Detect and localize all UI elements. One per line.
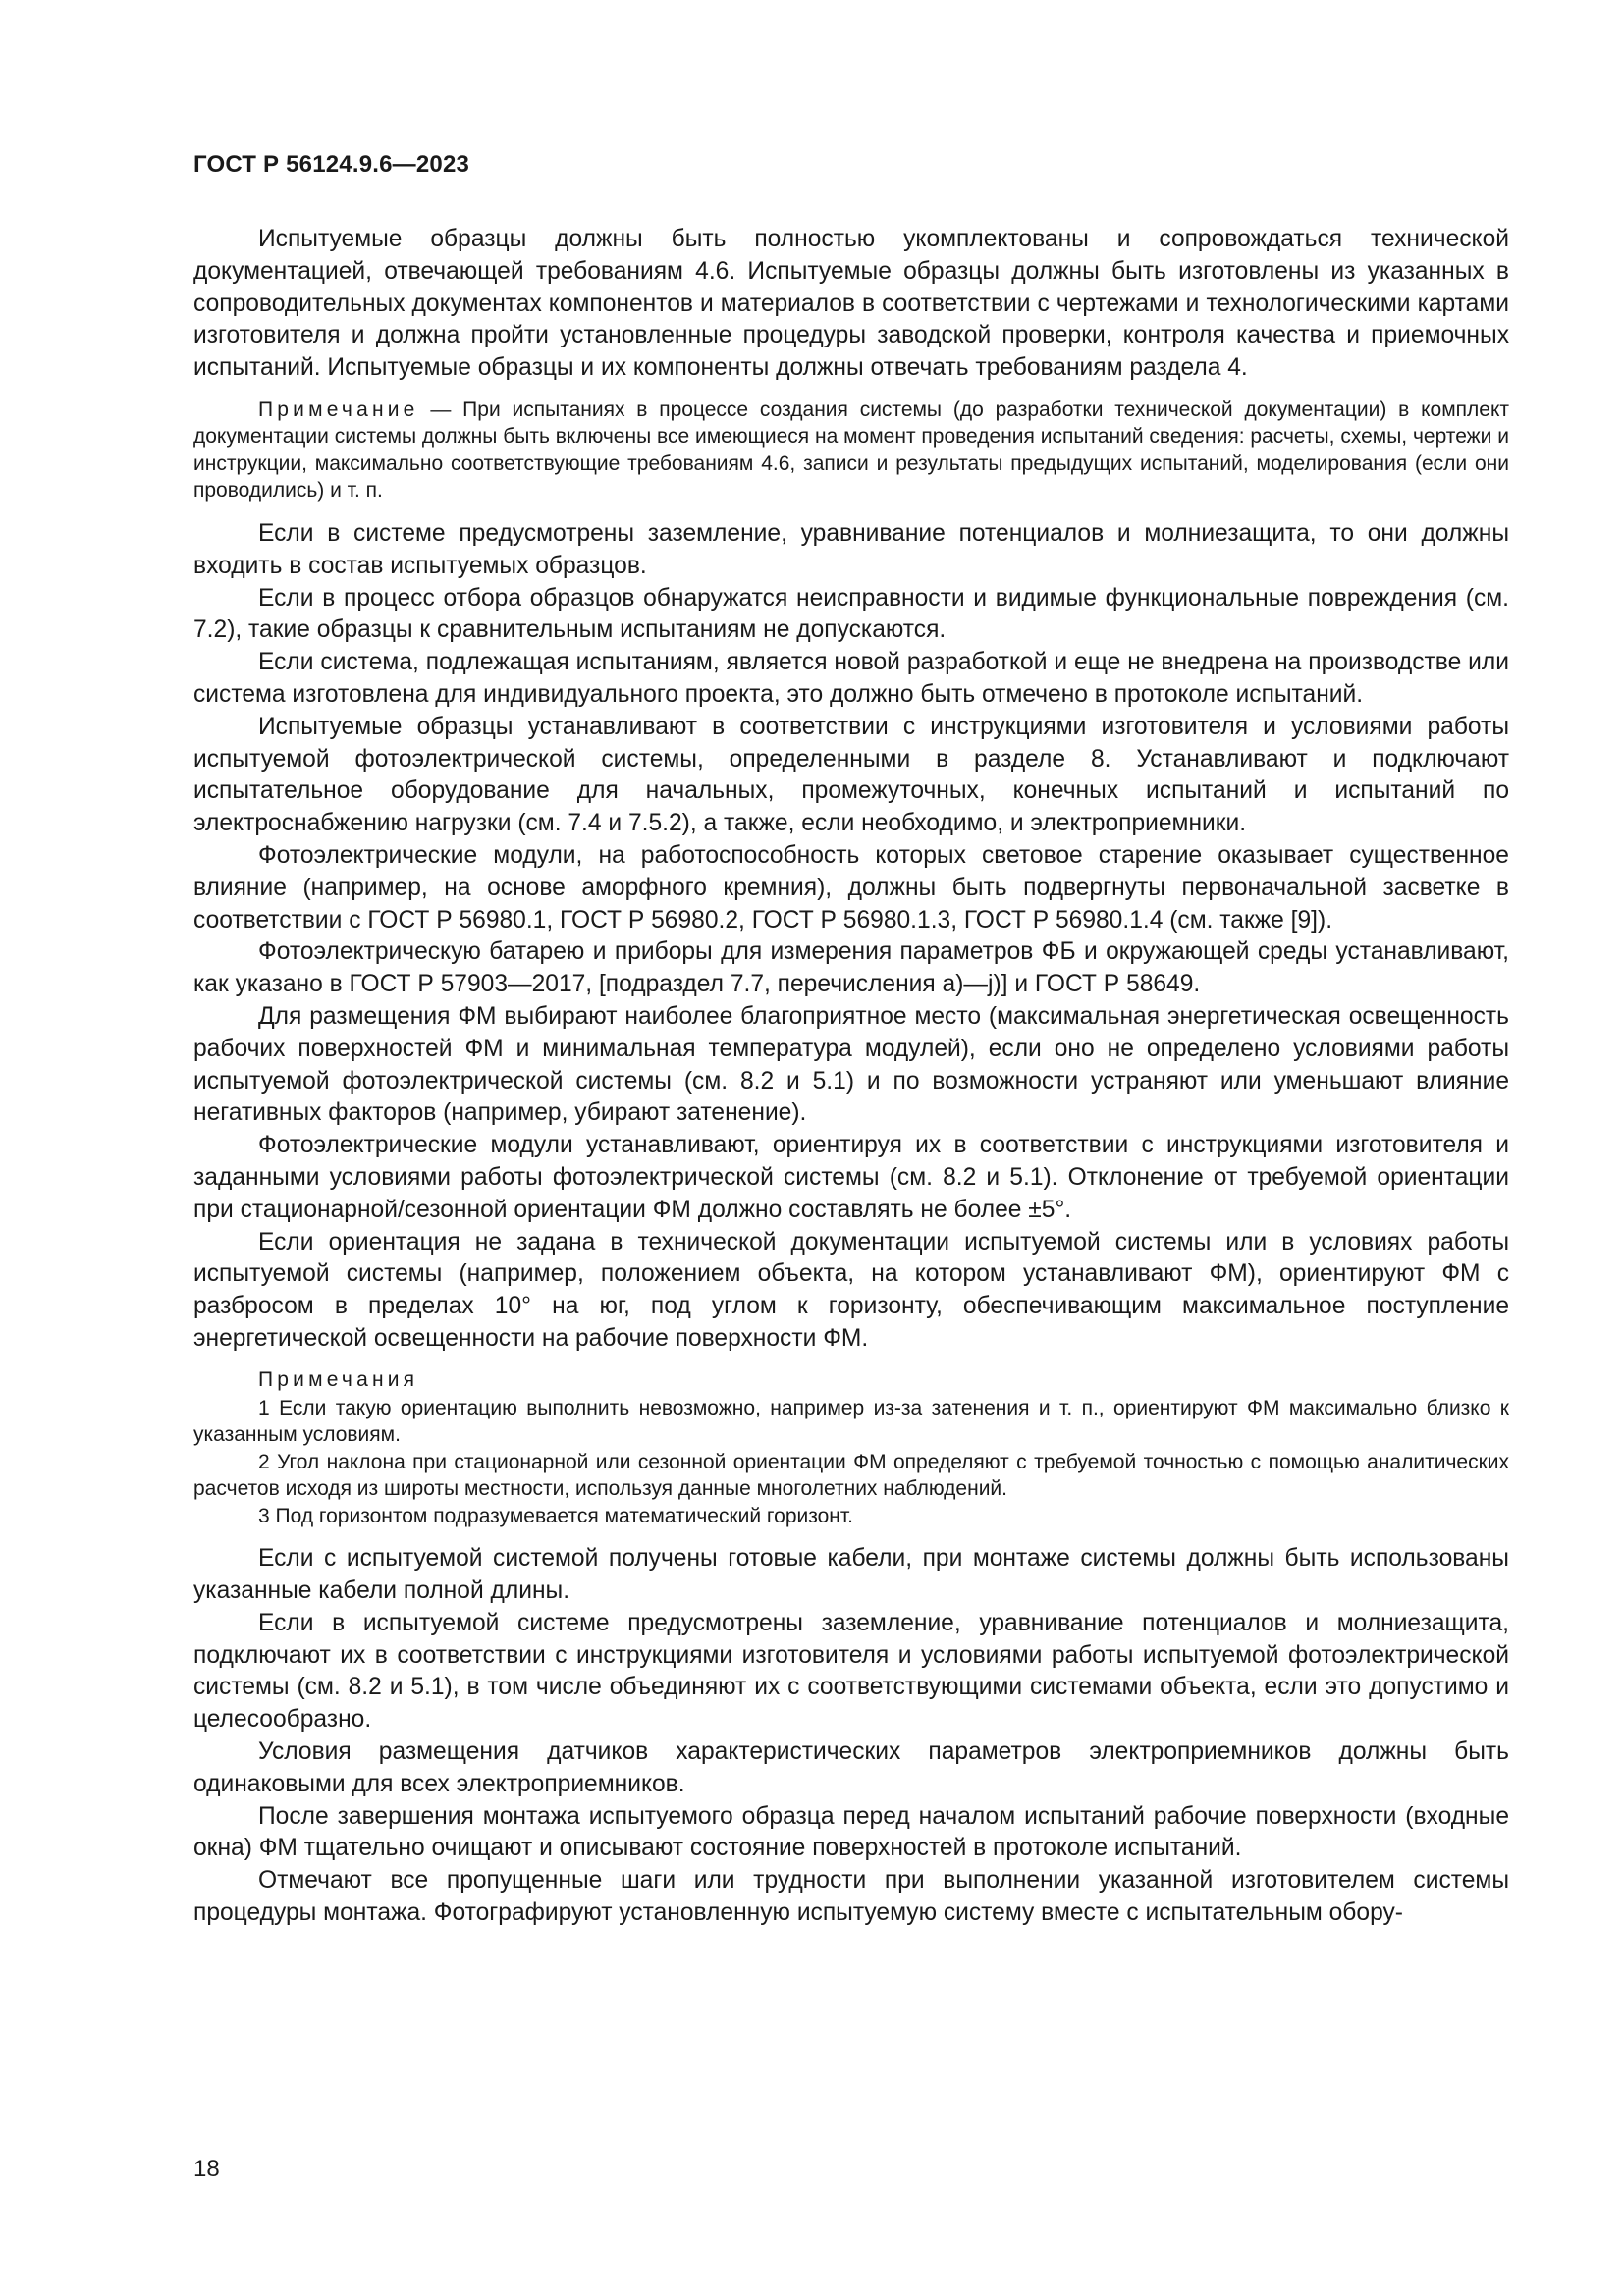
note-documentation [193, 397, 1509, 505]
paragraph-light-soaking: Фотоэлектрические модули, на работоспособность которых световое старение оказывает существенное влияние (например, на основе аморфного кремния), должны быть подвергнуты первоначальной засветке в соответствии с ГОСТ Р 56980.1, ГОСТ Р 56980.2, ГОСТ Р 56980.1.3, ГОСТ Р 56980.1.4 (см. также [9]). [193, 841, 1509, 934]
paragraph-grounding: Если в системе предусмотрены заземление, уравнивание потенциалов и молниезащита, то они должны входить в состав испытуемых образцов. [193, 519, 1509, 579]
paragraph-defects: Если в процесс отбора образцов обнаружатся неисправности и видимые функциональные повреждения (см. 7.2), такие образцы к сравнительным испытаниям не допускаются. [193, 584, 1509, 644]
paragraph-installation: Испытуемые образцы устанавливают в соответствии с инструкциями изготовителя и условиями работы испытуемой фотоэлектрической системы, определенными в разделе 8. Устанавливают и подключают испытательное оборудование для начальных, промежуточных, конечных испытаний и испытаний по электроснабжению нагрузки (см. 7.4 и 7.5.2), а также, если необходимо, и электроприемники. [193, 713, 1509, 837]
paragraph-orientation: Фотоэлектрические модули устанавливают, ориентируя их в соответствии с инструкциями изготовителя и заданными условиями работы фотоэлектрической системы (см. 8.2 и 5.1). Отклонение от требуемой ориентации при стационарной/сезонной ориентации ФМ должно составлять не более ±5°. [193, 1132, 1509, 1223]
paragraph-sensors: Условия размещения датчиков характеристических параметров электроприемников должны быть одинаковыми для всех электроприемников. [193, 1737, 1509, 1797]
note-item: 1 Если такую ориентацию выполнить невозможно, например из-за затенения и т. п., ориентируют ФМ максимально близко к указанным условиям. [193, 1396, 1509, 1447]
paragraph-grounding-connection: Если в испытуемой системе предусмотрены заземление, уравнивание потенциалов и молниезащита, подключают их в соответствии с инструкциями изготовителя и условиями работы испытуемой фотоэлектрической системы (см. 8.2 и 5.1), в том числе объединяют их с соответствующими системами объекта, если это допустимо и целесообразно. [193, 1609, 1509, 1734]
note-label: Примечание [258, 398, 419, 421]
paragraph-missed-steps: Отмечают все пропущенные шаги или трудности при выполнении указанной изготовителем системы процедуры монтажа. Фотографируют установленную испытуемую систему вместе с испытательным обору- [193, 1867, 1509, 1926]
note-text: — При испытаниях в процессе создания системы (до разработки технической документации) в комплект документации системы должны быть включены все имеющиеся на момент проведения испытаний сведения: расчеты, схемы, чертежи и инструкции, максимально соответствующие требованиям 4.6, записи и результаты предыдущих испытаний, моделирования (если они проводились) и т. п. [193, 398, 1509, 503]
paragraph-array-instruments: Фотоэлектрическую батарею и приборы для измерения параметров ФБ и окружающей среды устанавливают, как указано в ГОСТ Р 57903—2017, [подраздел 7.7, перечисления а)—j)] и ГОСТ Р 58649. [193, 938, 1509, 998]
notes-block [193, 1367, 1509, 1530]
notes-title: Примечания [258, 1367, 419, 1391]
paragraph-new-development: Если система, подлежащая испытаниям, является новой разработкой и еще не внедрена на производстве или система изготовлена для индивидуального проекта, это должно быть отмечено в протоколе испытаний. [193, 649, 1509, 708]
paragraph-sample-completeness: Испытуемые образцы должны быть полностью укомплектованы и сопровождаться технической документацией, отвечающей требованиям 4.6. Испытуемые образцы должны быть изготовлены из указанных в сопроводительных документах компонентов и материалов в соответствии с чертежами и технологическими картами изготовителя и должна пройти установленные процедуры заводской проверки, контроля качества и приемочных испытаний. Испытуемые образцы и их компоненты должны отвечать требованиям раздела 4. [193, 226, 1509, 382]
paragraph-cleaning: После завершения монтажа испытуемого образца перед началом испытаний рабочие поверхности (входные окна) ФМ тщательно очищают и описывают состояние поверхностей в протоколе испытаний. [193, 1802, 1509, 1862]
paragraph-default-orientation: Если ориентация не задана в технической документации испытуемой системы или в условиях работы испытуемой системы (например, положением объекта, на котором устанавливают ФМ), ориентируют ФМ с разбросом в пределах 10° на юг, под углом к горизонту, обеспечивающим максимальное поступление энергетической освещенности на рабочие поверхности ФМ. [193, 1228, 1509, 1352]
page-number: 18 [193, 2156, 220, 2182]
note-item: 2 Угол наклона при стационарной или сезонной ориентации ФМ определяют с требуемой точностью с помощью аналитических расчетов исходя из широты местности, используя данные многолетних наблюдений. [193, 1450, 1509, 1501]
paragraph-placement: Для размещения ФМ выбирают наиболее благоприятное место (максимальная энергетическая освещенность рабочих поверхностей ФМ и минимальная температура модулей), если оно не определено условиями работы испытуемой фотоэлектрической системы (см. 8.2 и 5.1) и по возможности устраняют или уменьшают влияние негативных факторов (например, убирают затенение). [193, 1002, 1509, 1127]
document-body [193, 224, 1509, 1930]
paragraph-cables: Если с испытуемой системой получены готовые кабели, при монтаже системы должны быть использованы указанные кабели полной длины. [193, 1545, 1509, 1604]
note-item: 3 Под горизонтом подразумевается математический горизонт. [258, 1504, 854, 1527]
document-header: ГОСТ Р 56124.9.6—2023 [193, 151, 470, 178]
